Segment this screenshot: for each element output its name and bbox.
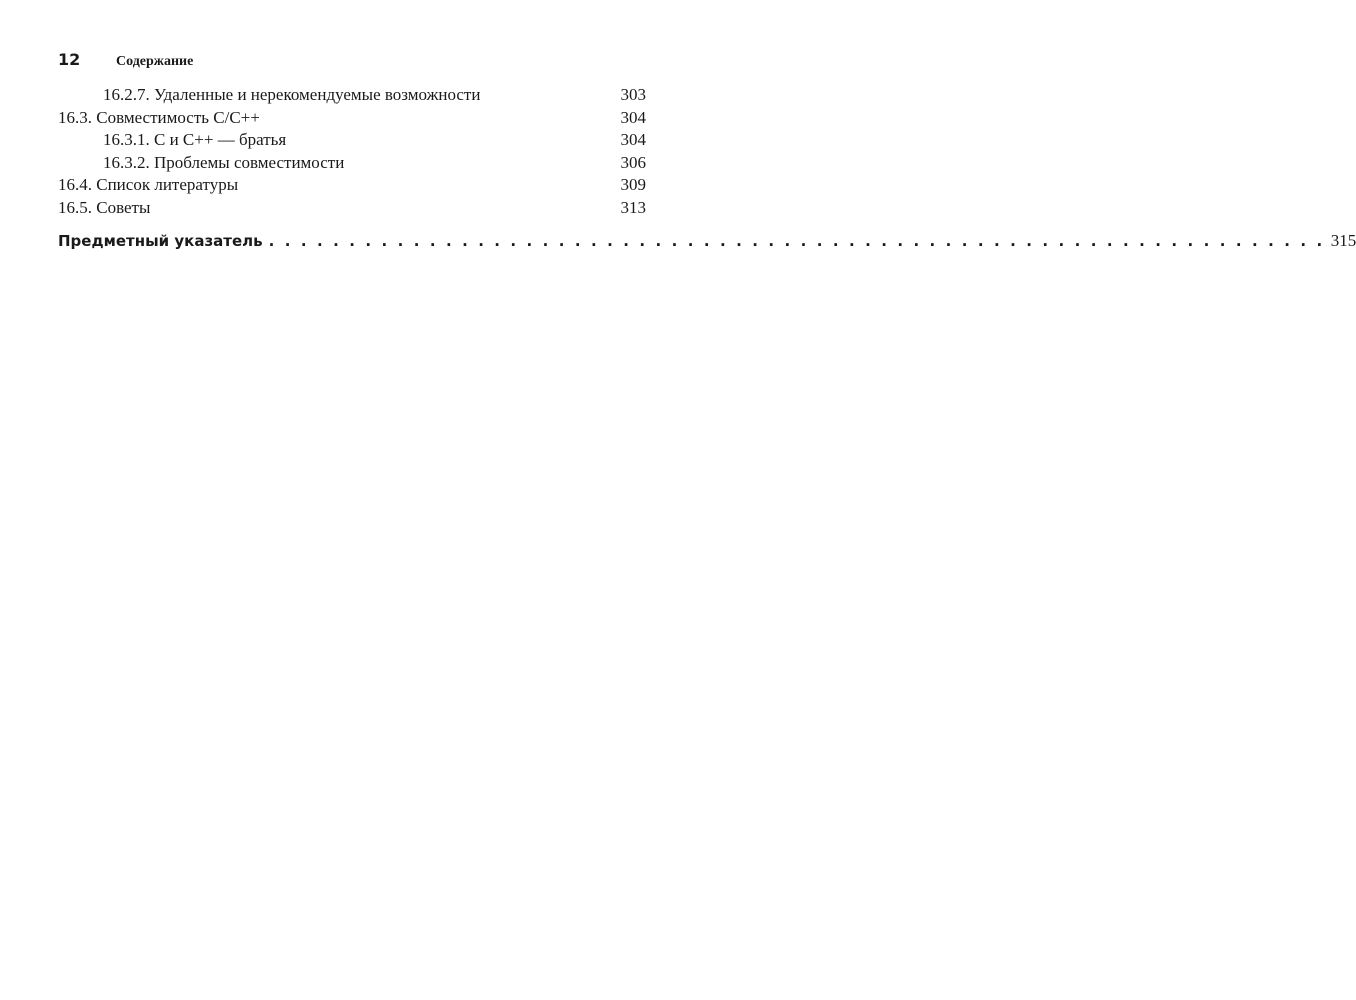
page-header <box>58 50 193 70</box>
dot-leader: . . . . . . . . . . . . . . . . . . . . . . . . . . . . . . . . . . . . . . . . . . . . . . . . . . . . . . . . . . . . . . . . . . <box>268 232 1325 250</box>
toc-entry-title: 16.2.7. Удаленные и нерекомендуемые возможности <box>103 85 481 104</box>
toc-entry <box>58 152 646 175</box>
toc-entry-title: 16.4. Список литературы <box>58 175 239 194</box>
toc-entry-page: 309 <box>620 175 646 194</box>
toc-entry <box>58 107 646 130</box>
toc-entry-page: 304 <box>620 107 646 127</box>
toc-entry-title: 16.3. Совместимость C/C++ <box>58 107 260 127</box>
toc-entry-page: 313 <box>620 197 646 217</box>
index-entry-title: Предметный указатель <box>58 232 263 250</box>
toc-entry-page: 304 <box>620 130 646 149</box>
toc-entry <box>58 174 646 197</box>
toc-entry-title: 16.3.2. Проблемы совместимости <box>103 152 345 172</box>
running-title: Содержание <box>116 54 194 69</box>
toc-entry-page: 303 <box>620 85 646 104</box>
table-of-contents <box>58 84 646 219</box>
index-entry <box>58 230 1356 252</box>
toc-entry <box>58 84 646 107</box>
page-number: 12 <box>58 50 81 69</box>
toc-entry-page: 306 <box>620 152 646 172</box>
toc-entry-title: 16.5. Советы <box>58 197 151 217</box>
toc-entry-title: 16.3.1. C и C++ — братья <box>103 130 287 149</box>
toc-entry <box>58 129 646 152</box>
toc-entry <box>58 197 646 220</box>
index-entry-page: 315 <box>1330 231 1356 250</box>
